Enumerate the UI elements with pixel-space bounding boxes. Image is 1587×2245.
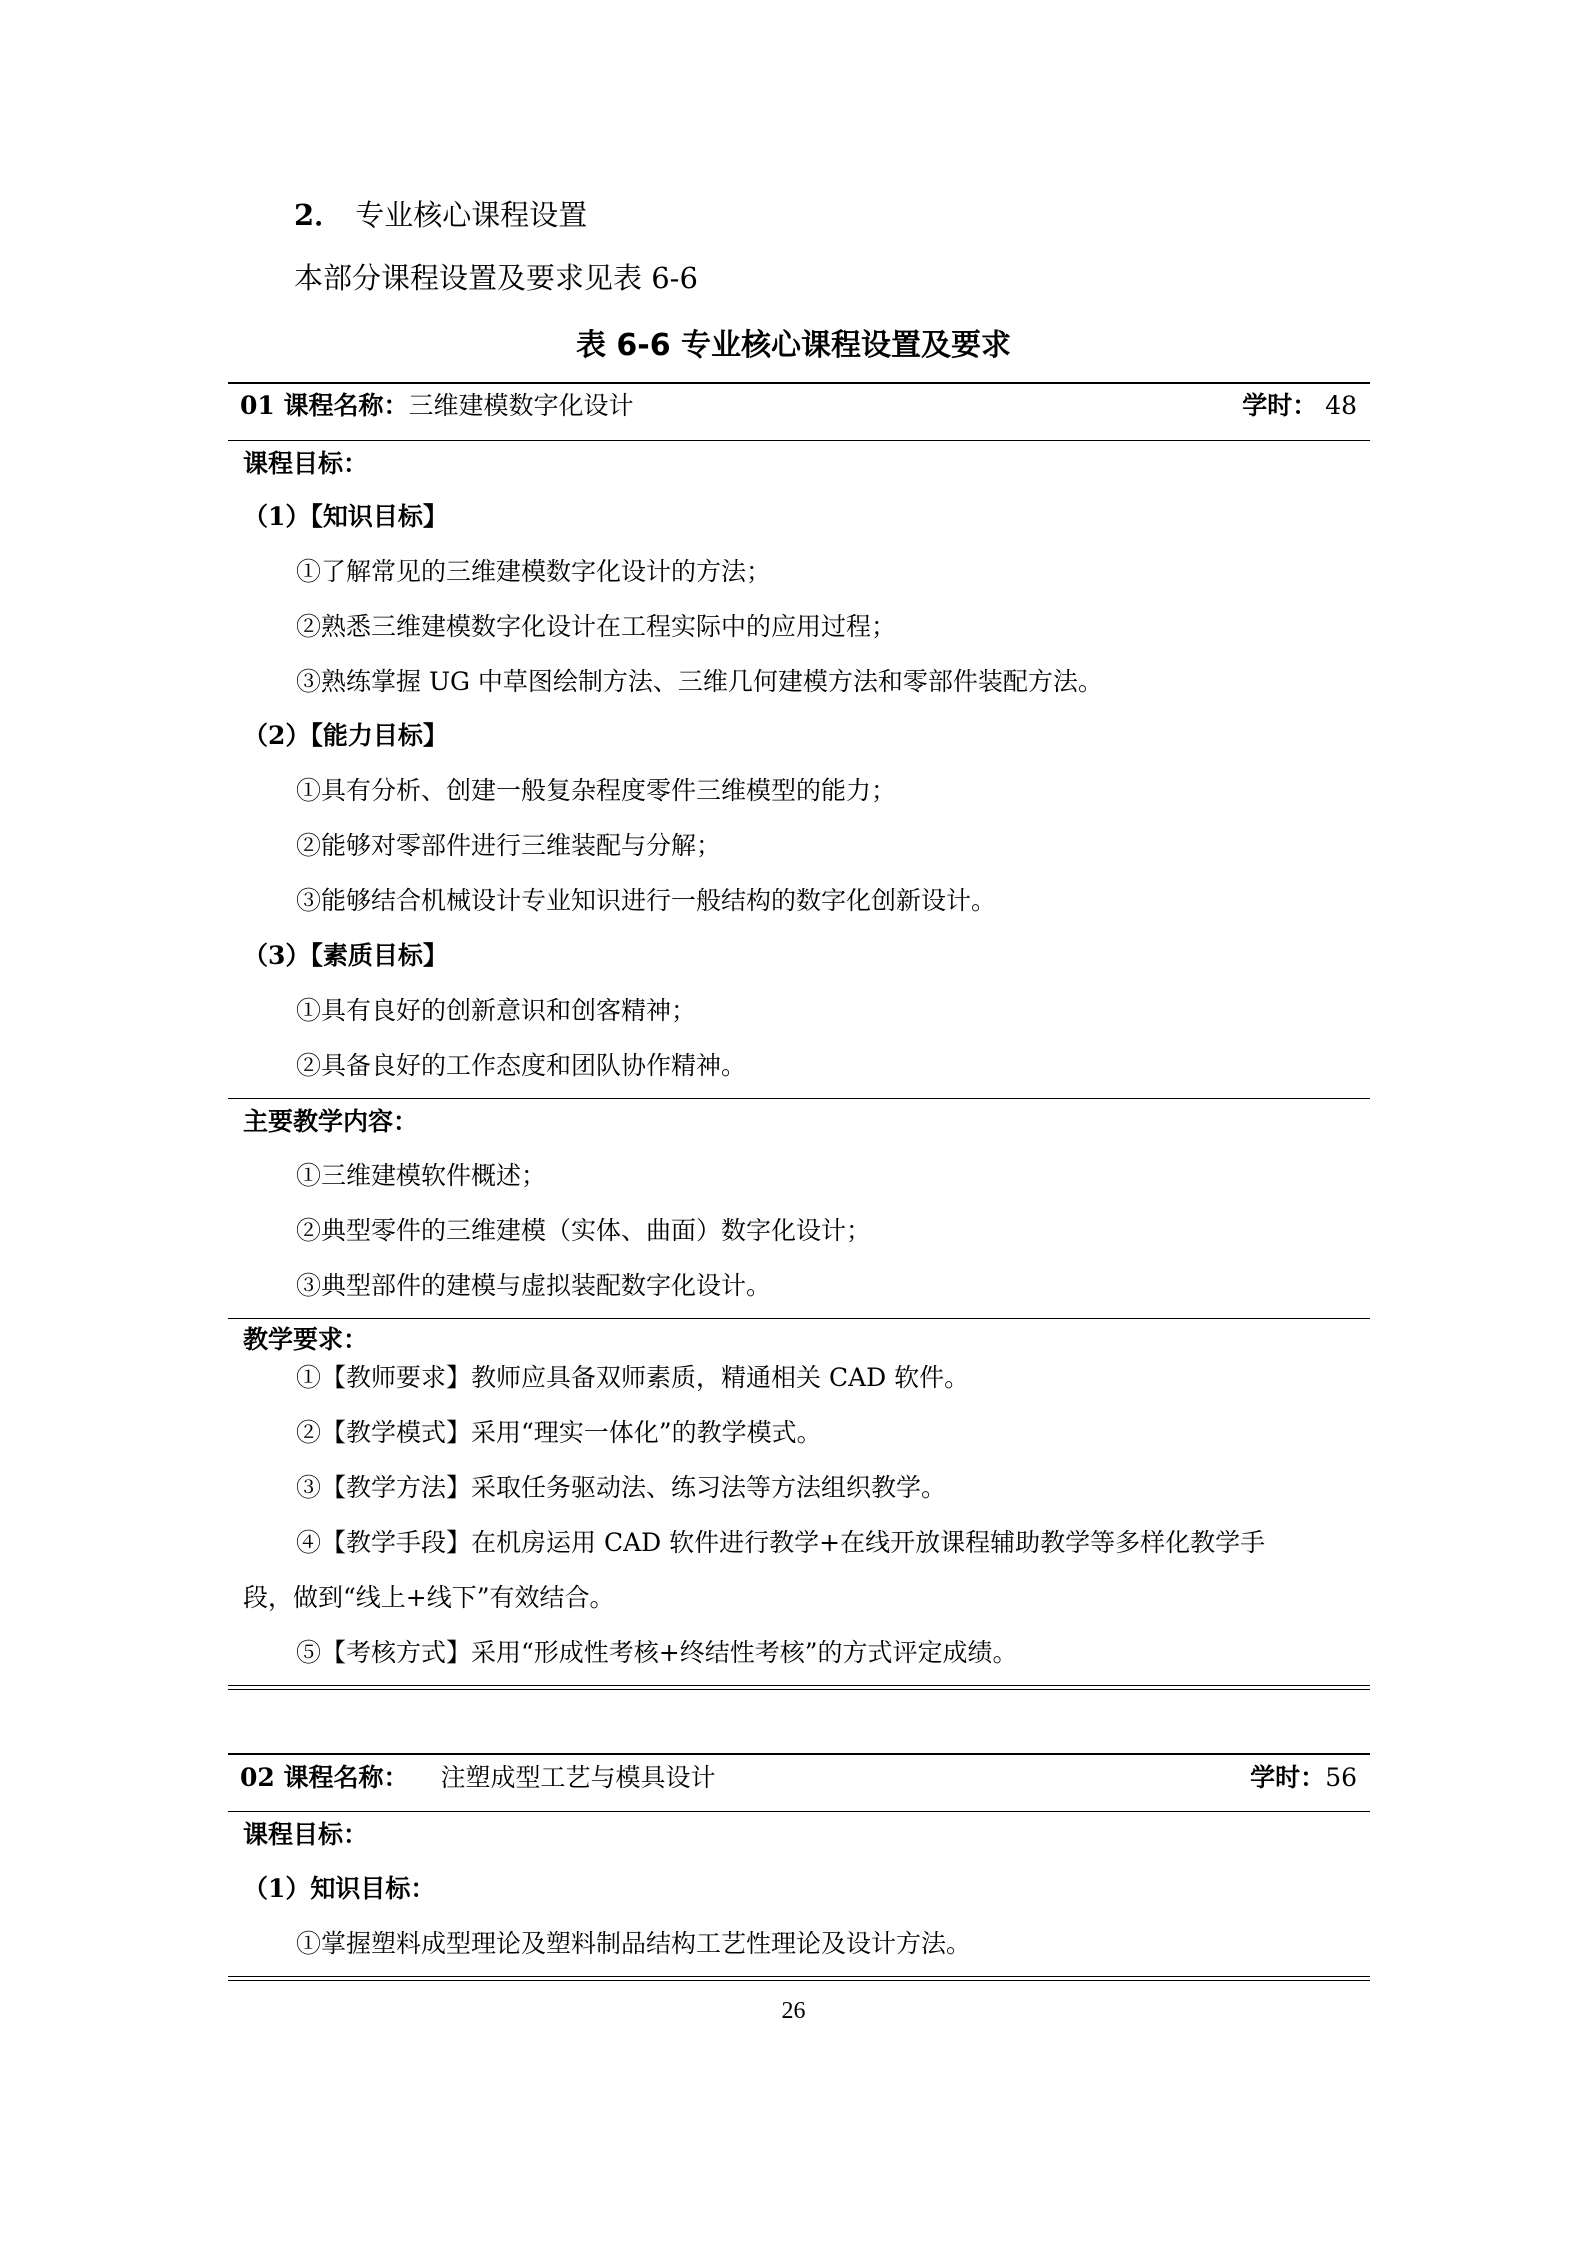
section-number: 2． (294, 198, 344, 232)
course1-goals-label: 课程目标： (243, 449, 369, 478)
course2-goals-label: 课程目标： (243, 1820, 369, 1849)
section-title: 专业核心课程设置 (355, 198, 588, 232)
course1-req-item: ④【教学手段】在机房运用 CAD 软件进行教学+在线开放课程辅助教学等多样化教学手 (296, 1528, 1266, 1557)
course2-hours-value: 56 (1325, 1763, 1357, 1792)
course2-name-row (240, 1758, 716, 1794)
course2-hours (1250, 1758, 1357, 1794)
course1-knowledge-item: ③熟练掌握 UG 中草图绘制方法、三维几何建模方法和零部件装配方法。 (296, 667, 1103, 696)
course2-name: 注塑成型工艺与模具设计 (440, 1763, 716, 1792)
course1-req-label: 教学要求： (243, 1325, 369, 1354)
course1-knowledge-heading: （1）【知识目标】 (243, 502, 448, 531)
course1-req-item: ②【教学模式】采用“理实一体化”的教学模式。 (296, 1418, 822, 1447)
rule-after-name-2 (228, 1811, 1370, 1812)
course1-name-label: 01 课程名称： (240, 391, 409, 420)
course1-req-item: ⑤【考核方式】采用“形成性考核+终结性考核”的方式评定成绩。 (296, 1638, 1018, 1667)
course2-name-label: 02 课程名称： (240, 1763, 409, 1792)
course1-ability-item: ①具有分析、创建一般复杂程度零件三维模型的能力； (296, 776, 897, 805)
course1-knowledge-item: ①了解常见的三维建模数字化设计的方法； (296, 557, 772, 586)
course2-knowledge-item: ①掌握塑料成型理论及塑料制品结构工艺性理论及设计方法。 (296, 1929, 972, 1958)
table-caption: 表 6-6 专业核心课程设置及要求 (575, 328, 1012, 363)
course1-knowledge-item: ②熟悉三维建模数字化设计在工程实际中的应用过程； (296, 612, 897, 641)
course1-hours-label: 学时： (1242, 391, 1318, 420)
course1-ability-heading: （2）【能力目标】 (243, 721, 448, 750)
table1-bottom-rule (228, 1685, 1370, 1690)
course1-req-item-cont: 段，做到“线上+线下”有效结合。 (243, 1583, 615, 1612)
course1-content-label: 主要教学内容： (243, 1107, 419, 1136)
course1-quality-item: ①具有良好的创新意识和创客精神； (296, 996, 697, 1025)
course1-quality-heading: （3）【素质目标】 (243, 941, 448, 970)
course1-name-row (240, 386, 634, 422)
course1-content-item: ③典型部件的建模与虚拟装配数字化设计。 (296, 1271, 772, 1300)
intro-text: 本部分课程设置及要求见表 6-6 (294, 261, 698, 295)
course1-req-item: ①【教师要求】教师应具备双师素质，精通相关 CAD 软件。 (296, 1363, 970, 1392)
course1-content-item: ②典型零件的三维建模（实体、曲面）数字化设计； (296, 1216, 872, 1245)
course1-ability-item: ③能够结合机械设计专业知识进行一般结构的数字化创新设计。 (296, 886, 997, 915)
course2-hours-label: 学时： (1250, 1763, 1326, 1792)
course2-knowledge-heading: （1）知识目标： (243, 1874, 436, 1903)
course1-req-item: ③【教学方法】采取任务驱动法、练习法等方法组织教学。 (296, 1473, 947, 1502)
table2-bottom-rule (228, 1976, 1370, 1981)
course1-name: 三维建模数字化设计 (408, 391, 634, 420)
course1-hours (1242, 386, 1357, 422)
table-top-rule (228, 382, 1370, 384)
rule-after-goals (228, 1098, 1370, 1099)
course1-ability-item: ②能够对零部件进行三维装配与分解； (296, 831, 722, 860)
rule-after-content (228, 1318, 1370, 1319)
section-heading (294, 193, 587, 234)
course1-quality-item: ②具备良好的工作态度和团队协作精神。 (296, 1051, 747, 1080)
rule-after-name (228, 440, 1370, 441)
page-number: 26 (781, 1998, 806, 2024)
course1-content-item: ①三维建模软件概述； (296, 1161, 547, 1190)
table2-top-rule (228, 1753, 1370, 1755)
course1-hours-value: 48 (1325, 391, 1357, 420)
